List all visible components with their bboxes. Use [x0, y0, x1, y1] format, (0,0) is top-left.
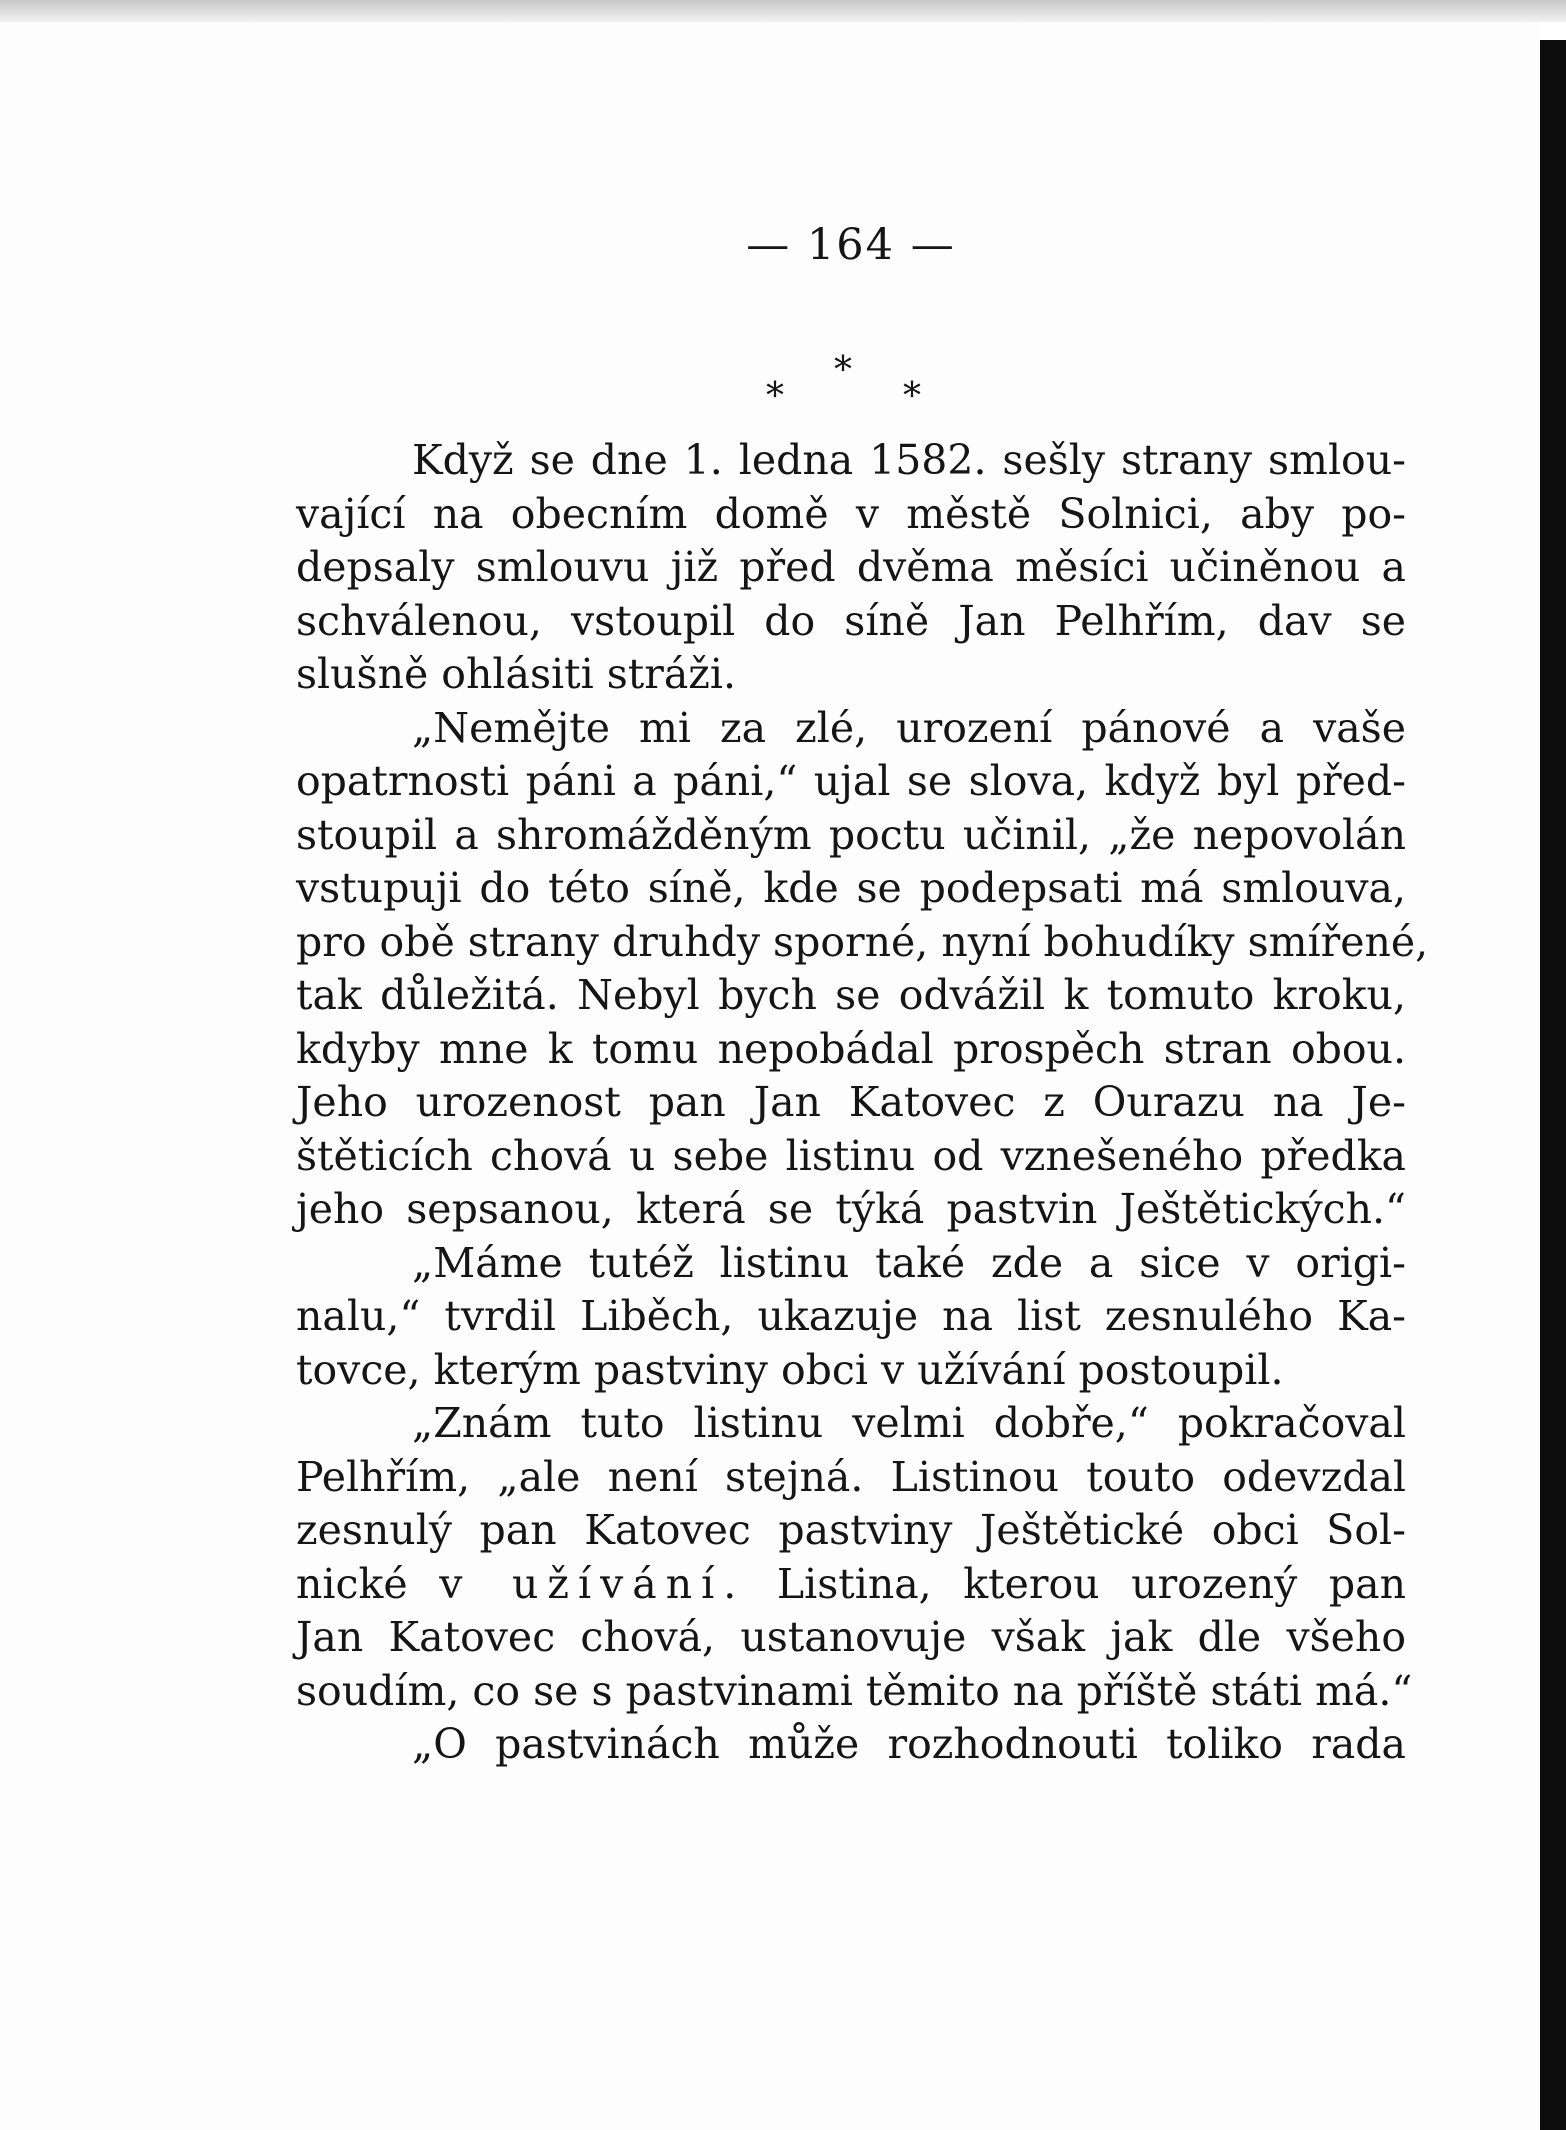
text-line-segment: nalu,“ tvrdil Liběch, ukazuje na list zesnulého Ka- — [296, 1292, 1406, 1340]
text-line — [296, 1609, 1406, 1665]
text-line — [296, 1128, 1406, 1184]
text-line-segment: vající na obecním domě v městě Solnici, aby po- — [296, 489, 1406, 538]
text-line — [296, 914, 1429, 970]
text-line — [296, 753, 1406, 809]
asterism-star: * — [834, 350, 852, 391]
text-line — [296, 967, 1406, 1023]
text-line-segment: Jeho urozenost pan Jan Katovec z Ourazu na Je- — [296, 1078, 1406, 1126]
text-line — [296, 1021, 1406, 1077]
text-line-segment: opatrnosti páni a páni,“ ujal se slova, když byl před- — [296, 757, 1406, 805]
text-line — [296, 1074, 1406, 1130]
text-line-segment: Listina, kterou urozený pan — [745, 1559, 1406, 1608]
text-line-segment: Když se dne 1. ledna 1582. sešly strany smlou- — [412, 436, 1406, 484]
text-line — [296, 1342, 1406, 1398]
text-line — [412, 700, 1406, 756]
text-line-segment: tovce, kterým pastviny obci v užívání postoupil. — [296, 1345, 1284, 1394]
text-line-segment: kdyby mne k tomu nepobádal prospěch stran obou. — [296, 1024, 1406, 1073]
text-line-segment: „Máme tutéž listinu také zde a sice v origi- — [412, 1238, 1406, 1287]
text-line-segment: v užívání. — [439, 1559, 746, 1608]
text-line — [296, 1556, 1406, 1612]
text-line — [412, 1395, 1406, 1451]
text-line — [412, 1235, 1406, 1291]
text-line-segment: stoupil a shromážděným poctu učinil, „že nepovolán — [296, 810, 1406, 859]
asterism-star: * — [903, 376, 921, 417]
text-line-segment: „Znám tuto listinu velmi dobře,“ pokračoval — [412, 1399, 1406, 1447]
text-line-segment: vstupuji do této síně, kde se podepsati má smlouva, — [296, 864, 1406, 912]
text-line — [296, 593, 1406, 649]
text-line — [296, 1502, 1406, 1558]
text-line — [296, 539, 1406, 595]
scan-right-edge — [1540, 40, 1566, 2130]
text-line — [296, 1449, 1406, 1505]
text-line-segment: soudím, co se s pastvinami těmito na příště státi má.“ — [296, 1666, 1413, 1715]
text-line — [412, 1716, 1406, 1772]
text-line-segment: slušně ohlásiti stráži. — [296, 650, 737, 698]
text-line-segment: pro obě strany druhdy sporné, nyní bohudíky smířené, — [296, 917, 1429, 966]
text-line — [296, 807, 1406, 863]
text-line — [296, 1663, 1413, 1719]
asterism — [296, 350, 1406, 417]
text-line-segment: jeho sepsanou, která se týká pastvin Ještětických.“ — [296, 1185, 1406, 1233]
text-line-segment: tak důležitá. Nebyl bych se odvážil k tomuto kroku, — [296, 971, 1406, 1019]
text-line — [412, 432, 1406, 488]
text-line — [296, 860, 1406, 916]
text-line-segment: depsaly smlouvu již před dvěma měsíci učiněnou a — [296, 543, 1406, 591]
text-line-segment: štěticích chová u sebe listinu od vznešeného předka — [296, 1131, 1406, 1180]
text-line-segment: zesnulý pan Katovec pastviny Ještětické obci Sol- — [296, 1506, 1406, 1554]
text-line — [296, 1181, 1406, 1237]
text-line-segment: Pelhřím, „ale není stejná. Listinou touto odevzdal — [296, 1452, 1406, 1501]
text-line-segment: nické — [296, 1559, 440, 1608]
text-line-segment: „O pastvinách může rozhodnouti toliko rada — [412, 1720, 1406, 1768]
scan-top-edge — [0, 0, 1566, 22]
page-number: — 164 — — [746, 220, 956, 270]
text-line-segment: „Nemějte mi za zlé, urození pánové a vaše — [412, 703, 1406, 752]
asterism-star: * — [766, 376, 784, 417]
text-line-segment: schválenou, vstoupil do síně Jan Pelhřím, dav se — [296, 596, 1406, 645]
text-line-segment: Jan Katovec chová, ustanovuje však jak dle všeho — [296, 1613, 1406, 1661]
text-line — [296, 646, 1406, 702]
text-line — [296, 1288, 1406, 1344]
text-line — [296, 486, 1406, 542]
